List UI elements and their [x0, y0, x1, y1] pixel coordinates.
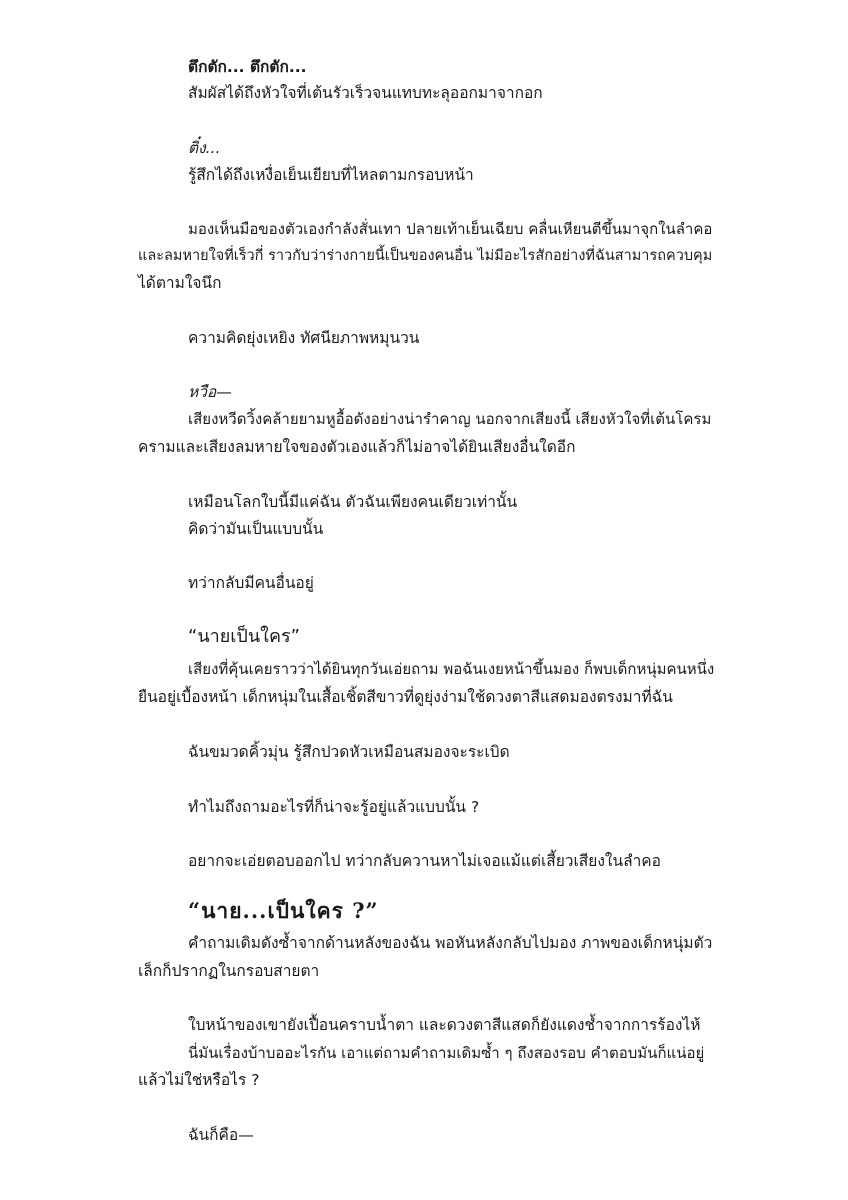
paragraph-line: ครามและเสียงลมหายใจของตัวเองแล้วก็ไม่อาจได้ยินเสียงอื่นใดอีก: [138, 438, 576, 456]
paragraph-line: และลมหายใจที่เร็วกี่ ราวกับว่าร่างกายนี้เป็นของคนอื่น ไม่มีอะไรสักอย่างที่ฉันสามารถควบคุม: [138, 248, 713, 264]
paragraph-line: คิดว่ามันเป็นแบบนั้น: [188, 520, 324, 538]
paragraph-line: ฉันก็คือ—: [188, 1126, 254, 1144]
heartbeat-line: ตึกตัก... ตึกตัก...: [188, 58, 307, 76]
paragraph-line: มองเห็นมือของตัวเองกำลังสั่นเทา ปลายเท้าเย็นเฉียบ คลื่นเหียนตีขึ้นมาจุกในลำคอ: [188, 220, 713, 238]
paragraph-line: แล้วไม่ใช่หรือไร ?: [138, 1071, 260, 1089]
paragraph-line: ฉันขมวดคิ้วมุ่น รู้สึกปวดหัวเหมือนสมองจะระเบิด: [188, 743, 510, 761]
paragraph-line: เหมือนโลกใบนี้มีแค่ฉัน ตัวฉันเพียงคนเดียวเท่านั้น: [188, 493, 518, 511]
paragraph-line: อยากจะเอ่ยตอบออกไป ทว่ากลับควานหาไม่เจอแม้แต่เสี้ยวเสียงในลำคอ: [188, 852, 661, 870]
dialogue-line: “นายเป็นใคร”: [188, 626, 300, 647]
paragraph-line: เสียงหวีดวิ้งคล้ายยามหูอื้อดังอย่างน่ารำคาญ นอกจากเสียงนี้ เสียงหัวใจที่เต้นโครม: [188, 410, 712, 428]
paragraph-line: ทว่ากลับมีคนอื่นอยู่: [188, 574, 314, 592]
paragraph-line: คำถามเดิมดังซ้ำจากด้านหลังของฉัน พอหันหลังกลับไปมอง ภาพของเด็กหนุ่มตัว: [188, 934, 713, 952]
paragraph-line: ใบหน้าของเขายังเปื้อนคราบน้ำตา และดวงตาสีแสดก็ยังแดงช้ำจากการร้องไห้: [188, 1016, 701, 1034]
paragraph-line: เล็กก็ปรากฏในกรอบสายตา: [138, 962, 320, 980]
paragraph-line: นี่มันเรื่องบ้าบออะไรกัน เอาแต่ถามคำถามเดิมซ้ำ ๆ ถึงสองรอบ คำตอบมันก็แน่อยู่: [188, 1044, 705, 1062]
sound-effect-line: ติ๋ง...: [188, 139, 221, 157]
paragraph-line: เสียงที่คุ้นเคยราวว่าได้ยินทุกวันเอ่ยถาม พอฉันเงยหน้าขึ้นมอง ก็พบเด็กหนุ่มคนหนึ่ง: [188, 660, 715, 678]
paragraph-line: ความคิดยุ่งเหยิง ทัศนียภาพหมุนวน: [188, 329, 420, 347]
paragraph-line: ได้ตามใจนึก: [138, 274, 222, 292]
paragraph-line: ยืนอยู่เบื้องหน้า เด็กหนุ่มในเสื้อเชิ้ตสีขาวที่ดูยุ่งง่ามใช้ดวงตาสีแสดมองตรงมาที่ฉัน: [138, 688, 673, 706]
paragraph-line: สัมผัสได้ถึงหัวใจที่เต้นรัวเร็วจนแทบทะลุออกมาจากอก: [188, 84, 543, 102]
emphasized-dialogue-line: “นาย...เป็นใคร ?”: [188, 898, 379, 923]
paragraph-line: ทำไมถึงถามอะไรที่ก็น่าจะรู้อยู่แล้วแบบนั้น ?: [188, 798, 480, 816]
paragraph-line: รู้สึกได้ถึงเหงื่อเย็นเยียบที่ไหลตามกรอบหน้า: [188, 166, 474, 184]
sound-effect-line: หวือ—: [188, 383, 232, 401]
